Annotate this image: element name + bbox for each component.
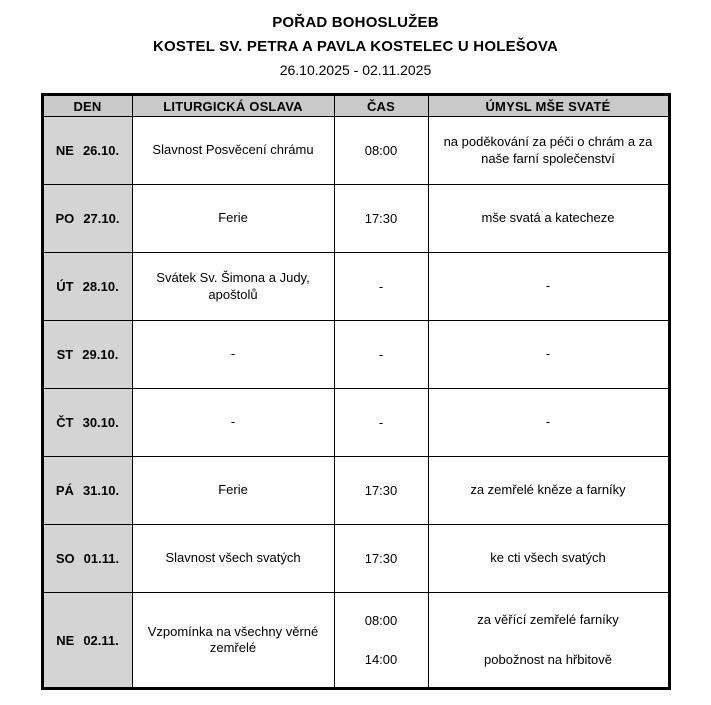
date-range: 26.10.2025 - 02.11.2025 <box>279 62 432 78</box>
day-abbrev: ST <box>56 347 74 362</box>
celebration-cell: - <box>132 389 334 457</box>
mass-schedule-table <box>41 93 671 690</box>
intention-value: ke cti všech svatých <box>490 550 606 566</box>
day-date: 28.10. <box>82 279 119 294</box>
celebration-cell: Ferie <box>132 185 334 253</box>
church-name: KOSTEL SV. PETRA A PAVLA KOSTELEC U HOLEŠOVA <box>153 38 558 55</box>
table-row <box>42 457 669 525</box>
day-abbrev: SO <box>55 551 75 566</box>
day-abbrev: ČT <box>56 415 74 430</box>
time-value: 08:00 <box>364 143 398 158</box>
celebration-cell: Slavnost Posvěcení chrámu <box>132 117 334 185</box>
time-value: - <box>378 347 384 362</box>
day-abbrev: PÁ <box>55 483 74 498</box>
day-cell <box>42 253 132 321</box>
day-cell <box>42 117 132 185</box>
time-value: 17:30 <box>364 551 398 566</box>
header-row <box>42 95 669 117</box>
time-stack <box>341 613 422 667</box>
schedule-body <box>42 117 669 689</box>
day-cell <box>42 525 132 593</box>
intention-value: - <box>545 278 551 294</box>
day-date: 29.10. <box>82 347 119 362</box>
celebration-cell: - <box>132 321 334 389</box>
time-cell <box>334 593 428 689</box>
time-cell <box>334 457 428 525</box>
table-row <box>42 525 669 593</box>
time-value: 17:30 <box>364 483 398 498</box>
intention-cell <box>428 593 669 689</box>
intention-value: za zemřelé kněze a farníky <box>470 482 626 498</box>
intention-stack <box>435 482 662 498</box>
title-block <box>0 14 711 78</box>
intention-value: za věřící zemřelé farníky <box>477 611 619 627</box>
day-abbrev: ÚT <box>56 279 74 294</box>
intention-stack <box>435 278 662 294</box>
day-date: 26.10. <box>82 143 120 158</box>
intention-stack <box>435 414 662 430</box>
day-abbrev: NE <box>55 143 74 158</box>
time-stack <box>341 483 422 498</box>
time-cell <box>334 117 428 185</box>
intention-cell <box>428 321 669 389</box>
day-abbrev: NE <box>56 632 75 648</box>
day-date: 02.11. <box>83 632 119 648</box>
intention-stack <box>435 346 662 362</box>
time-cell <box>334 321 428 389</box>
intention-cell <box>428 389 669 457</box>
celebration-cell: Svátek Sv. Šimona a Judy, apoštolů <box>132 253 334 321</box>
table-row <box>42 593 669 689</box>
time-cell <box>334 389 428 457</box>
intention-value: pobožnost na hřbitově <box>484 652 612 667</box>
time-value: 14:00 <box>364 652 398 667</box>
intention-value: mše svatá a katecheze <box>481 210 615 226</box>
day-date: 27.10. <box>83 211 120 226</box>
intention-cell <box>428 457 669 525</box>
column-header-celebration: LITURGICKÁ OSLAVA <box>132 95 334 117</box>
time-stack <box>341 415 422 430</box>
time-value: 17:30 <box>364 211 398 226</box>
intention-cell <box>428 185 669 253</box>
column-header-time: ČAS <box>334 95 428 117</box>
day-date: 01.11. <box>83 551 120 566</box>
time-stack <box>341 551 422 566</box>
intention-value: na poděkování za péči o chrám a za naše farní společenství <box>443 134 653 166</box>
table-row <box>42 321 669 389</box>
intention-cell <box>428 253 669 321</box>
day-date: 31.10. <box>82 483 120 498</box>
table-row <box>42 253 669 321</box>
time-value: - <box>378 279 384 294</box>
intention-cell <box>428 117 669 185</box>
intention-stack <box>435 612 662 669</box>
column-header-intention: ÚMYSL MŠE SVATÉ <box>428 95 669 117</box>
time-stack <box>341 143 422 158</box>
day-abbrev: PO <box>55 211 75 226</box>
intention-value: - <box>545 346 551 362</box>
table-row <box>42 185 669 253</box>
day-cell <box>42 457 132 525</box>
page-title: POŘAD BOHOSLUŽEB <box>272 14 439 31</box>
celebration-cell: Vzpomínka na všechny věrné zemřelé <box>132 593 334 689</box>
day-cell <box>42 321 132 389</box>
time-cell <box>334 185 428 253</box>
time-value: - <box>378 415 384 430</box>
celebration-cell: Slavnost všech svatých <box>132 525 334 593</box>
time-value: 08:00 <box>364 613 398 628</box>
time-stack <box>341 279 422 294</box>
day-cell <box>42 593 132 689</box>
intention-cell <box>428 525 669 593</box>
day-cell <box>42 389 132 457</box>
time-stack <box>341 211 422 226</box>
intention-stack <box>435 210 662 226</box>
table-header <box>42 95 669 117</box>
intention-stack <box>435 134 662 167</box>
table-row <box>42 389 669 457</box>
time-stack <box>341 347 422 362</box>
intention-stack <box>435 550 662 566</box>
table-row <box>42 117 669 185</box>
time-cell <box>334 253 428 321</box>
day-date: 30.10. <box>82 415 119 430</box>
day-cell <box>42 185 132 253</box>
celebration-cell: Ferie <box>132 457 334 525</box>
intention-value: - <box>545 414 551 430</box>
time-cell <box>334 525 428 593</box>
column-header-day: DEN <box>42 95 132 117</box>
